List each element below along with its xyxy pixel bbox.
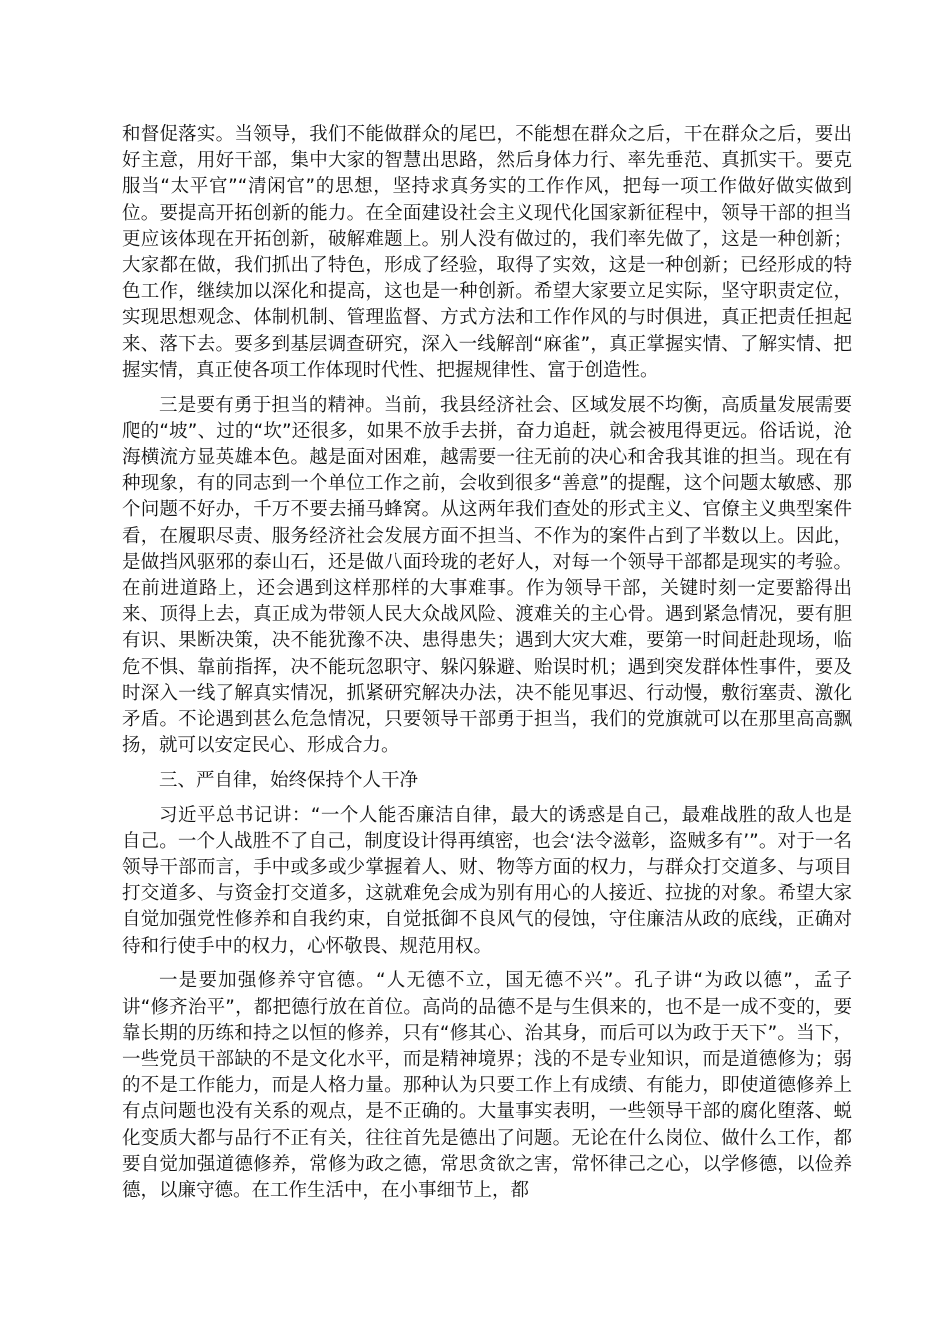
paragraph-leadership-innovation: 和督促落实。当领导，我们不能做群众的尾巴，不能想在群众之后，干在群众之后，要出好主意，用好干部，集中大家的智慧出思路，然后身体力行、率先垂范、真抓实干。要克服当“太平官”“清闲官”的思想，坚持求真务实的工作作风，把每一项工作做好做实做到位。要提高开拓创新的能力。在全面建设社会主义现代化国家新征程中，领导干部的担当更应该体现在开拓创新，破解难题上。别人没有做过的，我们率先做了，这是一种创新；大家都在做，我们抓出了特色，形成了经验，取得了实效，这是一种创新；已经形成的特色工作，继续加以深化和提高，这也是一种创新。希望大家要立足实际，坚守职责定位，实现思想观念、体制机制、管理监督、方式方法和工作作风的与时俱进，真正把责任担起来、落下去。要多到基层调查研究，深入一线解剖“麻雀”，真正掌握实情、了解实情、把握实情，真正使各项工作体现时代性、把握规律性、富于创造性。: [122, 124, 852, 381]
document-page: [122, 122, 852, 1213]
section-heading-self-discipline: 三、严自律，始终保持个人干净: [159, 769, 419, 791]
paragraph-cultivate-morality: 一是要加强修养守官德。“人无德不立，国无德不兴”。孔子讲“为政以德”，孟子讲“修齐治平”，都把德行放在首位。高尚的品德不是与生俱来的，也不是一成不变的，要靠长期的历练和持之以恒的修养，只有“修其心、治其身，而后可以为政于天下”。当下，一些党员干部缺的不是文化水平，而是精神境界；浅的不是专业知识，而是道德修为；弱的不是工作能力，而是人格力量。那种认为只要工作上有成绩、有能力，即使道德修养上有点问题也没有关系的观点，是不正确的。大量事实表明，一些领导干部的腐化堕落、蜕化变质大都与品行不正有关，往往首先是德出了问题。无论在什么岗位、做什么工作，都要自觉加强道德修养，常修为政之德，常思贪欲之害，常怀律己之心，以学修德，以俭养德，以廉守德。在工作生活中，在小事细节上，都: [122, 970, 852, 1201]
paragraph-xi-quote-integrity: 习近平总书记讲：“一个人能否廉洁自律，最大的诱惑是自己，最难战胜的敌人也是自己。一个人战胜不了自己，制度设计得再缜密，也会‘法令滋彰，盗贼多有’”。对于一名领导干部而言，手中或多或少掌握着人、财、物等方面的权力，与群众打交道多、与项目打交道多、与资金打交道多，这就难免会成为别有用心的人接近、拉拢的对象。希望大家自觉加强党性修养和自我约束，自觉抵御不良风气的侵蚀，守住廉洁从政的底线，正确对待和行使手中的权力，心怀敬畏、规范用权。: [122, 804, 852, 957]
paragraph-courage-to-take-responsibility: 三是要有勇于担当的精神。当前，我县经济社会、区域发展不均衡，高质量发展需要爬的“坡”、过的“坎”还很多，如果不放手去拼，奋力追赶，就会被甩得更远。俗话说，沧海横流方显英雄本色。越是面对困难，越需要一往无前的决心和舍我其谁的担当。现在有种现象，有的同志到一个单位工作之前，会收到很多“善意”的提醒，这个问题太敏感、那个问题不好办，千万不要去捅马蜂窝。从这两年我们查处的形式主义、官僚主义典型案件看，在履职尽责、服务经济社会发展方面不担当、不作为的案件占到了半数以上。因此，是做挡风驱邪的泰山石，还是做八面玲珑的老好人，对每一个领导干部都是现实的考验。在前进道路上，还会遇到这样那样的大事难事。作为领导干部，关键时刻一定要豁得出来、顶得上去，真正成为带领人民大众战风险、渡难关的主心骨。遇到紧急情况，要有胆有识、果断决策，决不能犹豫不决、患得患失；遇到大灾大难，要第一时间赶赴现场，临危不惧、靠前指挥，决不能玩忽职守、躲闪躲避、贻误时机；遇到突发群体性事件，要及时深入一线了解真实情况，抓紧研究解决办法，决不能见事迟、行动慢，敷衍塞责、激化矛盾。不论遇到甚么危急情况，只要领导干部勇于担当，我们的党旗就可以在那里高高飘扬，就可以安定民心、形成合力。: [122, 394, 852, 757]
